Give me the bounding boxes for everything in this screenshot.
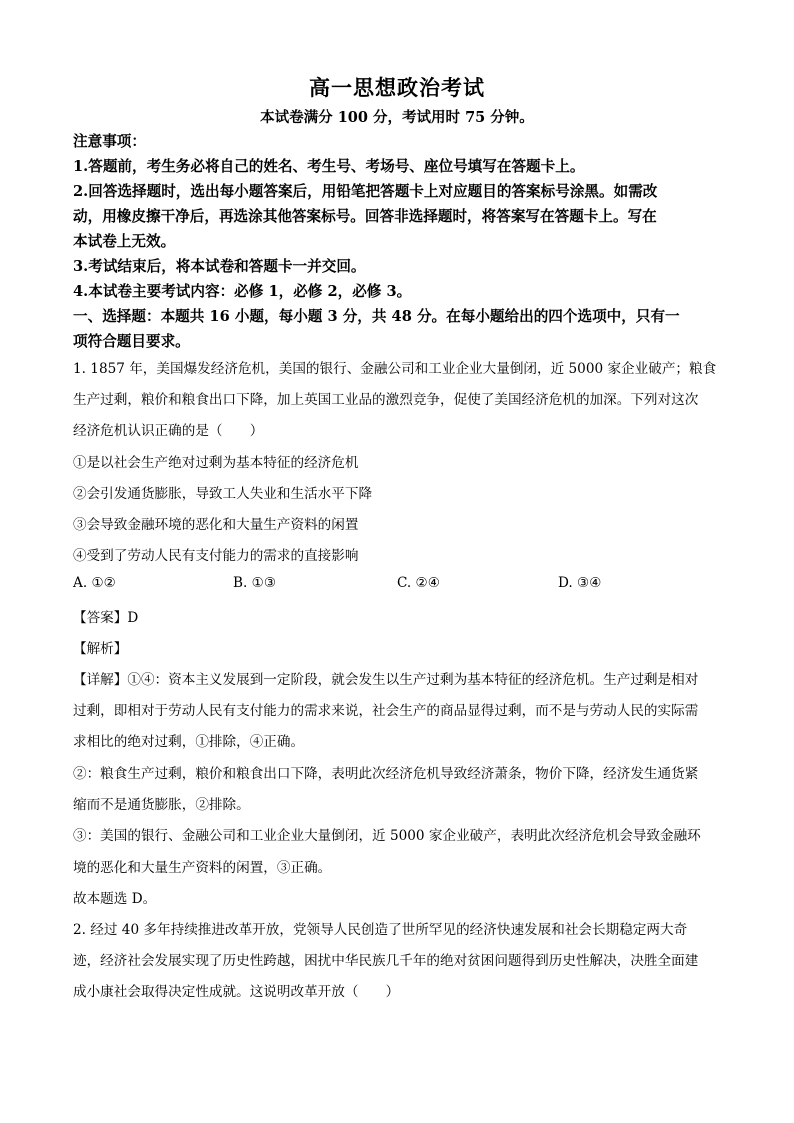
statement-item: ①是以社会生产绝对过剩为基本特征的经济危机 — [73, 455, 359, 471]
notice-line: 3.考试结束后，将本试卷和答题卡一并交回。 — [73, 258, 366, 275]
notice-line: 动，用橡皮擦干净后，再选涂其他答案标号。回答非选择题时，将答案写在答题卡上。写在 — [73, 208, 657, 225]
question-stem: 1. 1857 年，美国爆发经济危机，美国的银行、金融公司和工业企业大量倒闭，近 5000 家企业破产；粮食 — [73, 361, 717, 377]
notice-line: 本试卷上无效。 — [73, 233, 176, 250]
question-stem: 2. 经过 40 多年持续推进改革开放，党领导人民创造了世所罕见的经济快速发展和社会长期稳定两大奇 — [73, 922, 688, 938]
notice-line: 1.答题前，考生务必将自己的姓名、考生号、考场号、座位号填写在答题卡上。 — [73, 158, 585, 175]
analysis-label: 【解析】 — [73, 641, 128, 657]
option-d: D. ③④ — [558, 575, 602, 591]
answer-label: 【答案】D — [73, 610, 139, 626]
notice-heading: 注意事项： — [73, 133, 146, 150]
question-stem: 迹，经济社会发展实现了历史性跨越，困扰中华民族几千年的绝对贫困问题得到历史性解决，决胜全面建 — [73, 953, 699, 969]
detail-line: 过剩，即相对于劳动人民有支付能力的需求来说，社会生产的商品显得过剩，而不是与劳动人民的实际需 — [73, 703, 699, 719]
section-heading: 项符合题目要求。 — [73, 333, 190, 350]
page-subtitle: 本试卷满分 100 分，考试用时 75 分钟。 — [260, 109, 534, 126]
section-heading: 一、选择题：本题共 16 小题，每小题 3 分，共 48 分。在每小题给出的四个选项中，只有一 — [73, 308, 680, 325]
question-stem: 经济危机认识正确的是（ ） — [73, 423, 264, 439]
page-title: 高一思想政治考试 — [309, 75, 485, 100]
detail-line: 故本题选 D。 — [73, 891, 157, 907]
detail-line: 缩而不是通货膨胀，②排除。 — [73, 797, 250, 813]
option-a: A. ①② — [73, 575, 116, 591]
statement-item: ②会引发通货膨胀，导致工人失业和生活水平下降 — [73, 486, 373, 502]
notice-line: 4.本试卷主要考试内容：必修 1，必修 2，必修 3。 — [73, 283, 412, 300]
statement-item: ④受到了劳动人民有支付能力的需求的直接影响 — [73, 548, 359, 564]
detail-line: 求相比的绝对过剩，①排除，④正确。 — [73, 734, 305, 750]
option-b: B. ①③ — [233, 575, 277, 591]
detail-line: ③：美国的银行、金融公司和工业企业大量倒闭，近 5000 家企业破产，表明此次经济危机会导致金融环 — [73, 828, 701, 844]
detail-line: 境的恶化和大量生产资料的闲置，③正确。 — [73, 860, 332, 876]
question-stem: 生产过剩，粮价和粮食出口下降，加上英国工业品的激烈竞争，促使了美国经济危机的加深。下列对这次 — [73, 392, 699, 408]
detail-line: ②：粮食生产过剩，粮价和粮食出口下降，表明此次经济危机导致经济萧条，物价下降，经济发生通货紧 — [73, 766, 699, 782]
notice-line: 2.回答选择题时，选出每小题答案后，用铅笔把答题卡上对应题目的答案标号涂黑。如需改 — [73, 183, 658, 200]
detail-line: 【详解】①④：资本主义发展到一定阶段，就会发生以生产过剩为基本特征的经济危机。生产过剩是相对 — [73, 672, 699, 688]
statement-item: ③会导致金融环境的恶化和大量生产资料的闲置 — [73, 517, 359, 533]
option-c: C. ②④ — [397, 575, 440, 591]
question-stem: 成小康社会取得决定性成就。这说明改革开放（ ） — [73, 984, 400, 1000]
